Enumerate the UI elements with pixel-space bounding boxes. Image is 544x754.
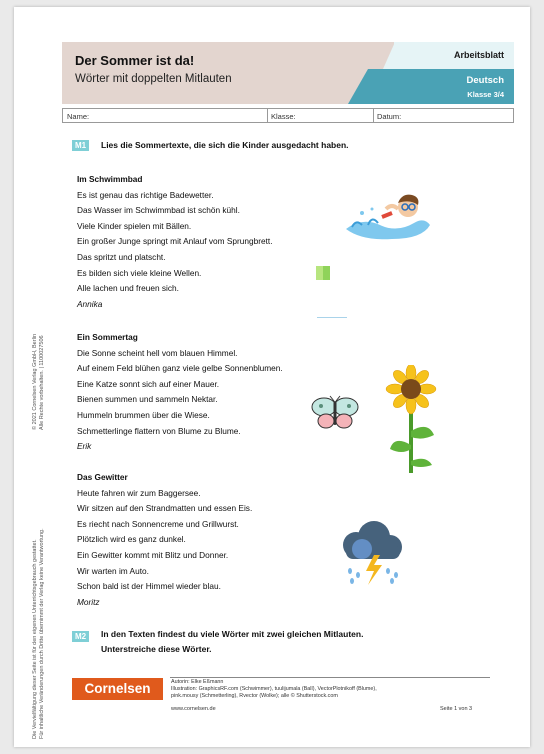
swimmer-illustration (342, 187, 432, 245)
text-line: Schmetterlinge flattern von Blume zu Blume. (77, 425, 241, 436)
text-line: Das spritzt und platscht. (77, 251, 166, 262)
text-block-sommertag (77, 330, 283, 455)
divider (373, 109, 374, 122)
credit-line: Illustration: GraphicsRF.com (Schwimmer), tuulijumala (Ball), VectorPlotnikoff (Blume), (171, 686, 377, 692)
butterfly-illustration (309, 395, 361, 431)
illustration-credits (171, 679, 377, 700)
text-line: Heute fahren wir zum Baggersee. (77, 487, 201, 498)
text-line: Bienen summen und sammeln Nektar. (77, 394, 218, 405)
credit-line: pink.mousy (Schmetterling), Rvector (Wolke); alle © Shutterstock.com (171, 693, 338, 699)
thundercloud-illustration (334, 519, 406, 591)
text-title: Ein Sommertag (77, 332, 138, 342)
text-line: Wir sitzen auf den Strandmatten und essen Eis. (77, 503, 253, 514)
text-line: Viele Kinder spielen mit Bällen. (77, 220, 192, 231)
subject-tab (368, 69, 514, 104)
text-line: Es ist genau das richtige Badewetter. (77, 189, 214, 200)
text-title: Das Gewitter (77, 472, 128, 482)
text-line: Es bilden sich viele kleine Wellen. (77, 267, 202, 278)
worksheet-type-label: Arbeitsblatt (453, 50, 504, 60)
text-line: Das Wasser im Schwimmbad ist schön kühl. (77, 205, 240, 216)
text-line: Schon bald ist der Himmel wieder blau. (77, 581, 221, 592)
water-line (317, 317, 347, 318)
copyright-note (32, 334, 46, 430)
text-line: Auf einem Feld blühen ganz viele gelbe Sonnenblumen. (77, 363, 283, 374)
usage-line: Die Vervielfältigung dieser Seite ist für den eigenen Unterrichtsgebrauch gestattet. (32, 539, 38, 739)
publisher-url[interactable]: www.cornelsen.de (171, 706, 216, 712)
copyright-line: © 2021 Cornelsen Verlag GmbH, Berlin (32, 333, 38, 430)
text-line: Hummeln brummen über die Wiese. (77, 409, 210, 420)
text-line: Die Sonne scheint hell vom blauen Himmel. (77, 347, 238, 358)
text-block-schwimmbad (77, 172, 273, 312)
text-line: Plötzlich wird es ganz dunkel. (77, 534, 186, 545)
subject-label: Deutsch (466, 75, 504, 86)
task-instruction-2 (101, 627, 363, 657)
name-field[interactable]: Name: (67, 112, 90, 121)
text-author: Erik (77, 441, 92, 452)
usage-note (32, 528, 46, 739)
task-instruction-1: Lies die Sommertexte, die sich die Kinder ausgedacht haben. (101, 140, 349, 150)
text-line: Wir warten im Auto. (77, 565, 149, 576)
text-title: Im Schwimmbad (77, 174, 143, 184)
grade-label: Klasse 3/4 (467, 90, 504, 99)
text-line: Eine Katze sonnt sich auf einer Mauer. (77, 378, 220, 389)
name-class-date-bar (62, 108, 514, 123)
sunflower-illustration (382, 365, 440, 477)
date-field[interactable]: Datum: (377, 112, 402, 121)
text-line: Ein Gewitter kommt mit Blitz und Donner. (77, 549, 229, 560)
text-line: Ein großer Junge springt mit Anlauf vom Sprungbrett. (77, 236, 273, 247)
task-tag-m1: M1 (72, 140, 89, 151)
text-line: Es riecht nach Sonnencreme und Grillwurst. (77, 518, 239, 529)
footer-divider (170, 677, 490, 678)
text-block-gewitter (77, 470, 252, 610)
credit-line: Autorin: Elke Eßmann (171, 679, 224, 685)
copyright-line: Alle Rechte vorbehalten. | 1100027506 (39, 335, 45, 430)
task-tag-m2: M2 (72, 631, 89, 642)
ball-illustration (316, 266, 330, 280)
publisher-logo: Cornelsen (72, 678, 163, 700)
text-line: Alle lachen und freuen sich. (77, 283, 179, 294)
text-author: Moritz (77, 596, 100, 607)
task-line: In den Texten findest du viele Wörter mit zwei gleichen Mitlauten. (101, 629, 364, 639)
usage-line: Für inhaltliche Veränderungen durch Dritte übernimmt der Verlag keine Verantwortung. (39, 528, 45, 739)
task-line: Unterstreiche diese Wörter. (101, 644, 212, 654)
page-title: Der Sommer ist da! (75, 53, 195, 68)
class-field[interactable]: Klasse: (271, 112, 296, 121)
text-author: Annika (77, 298, 103, 309)
page-subtitle: Wörter mit doppelten Mitlauten (75, 73, 232, 85)
divider (267, 109, 268, 122)
page-number: Seite 1 von 3 (440, 706, 473, 712)
worksheet-type-tab (394, 42, 514, 69)
subject-tab-wedge (348, 69, 368, 104)
worksheet-page (14, 7, 530, 747)
